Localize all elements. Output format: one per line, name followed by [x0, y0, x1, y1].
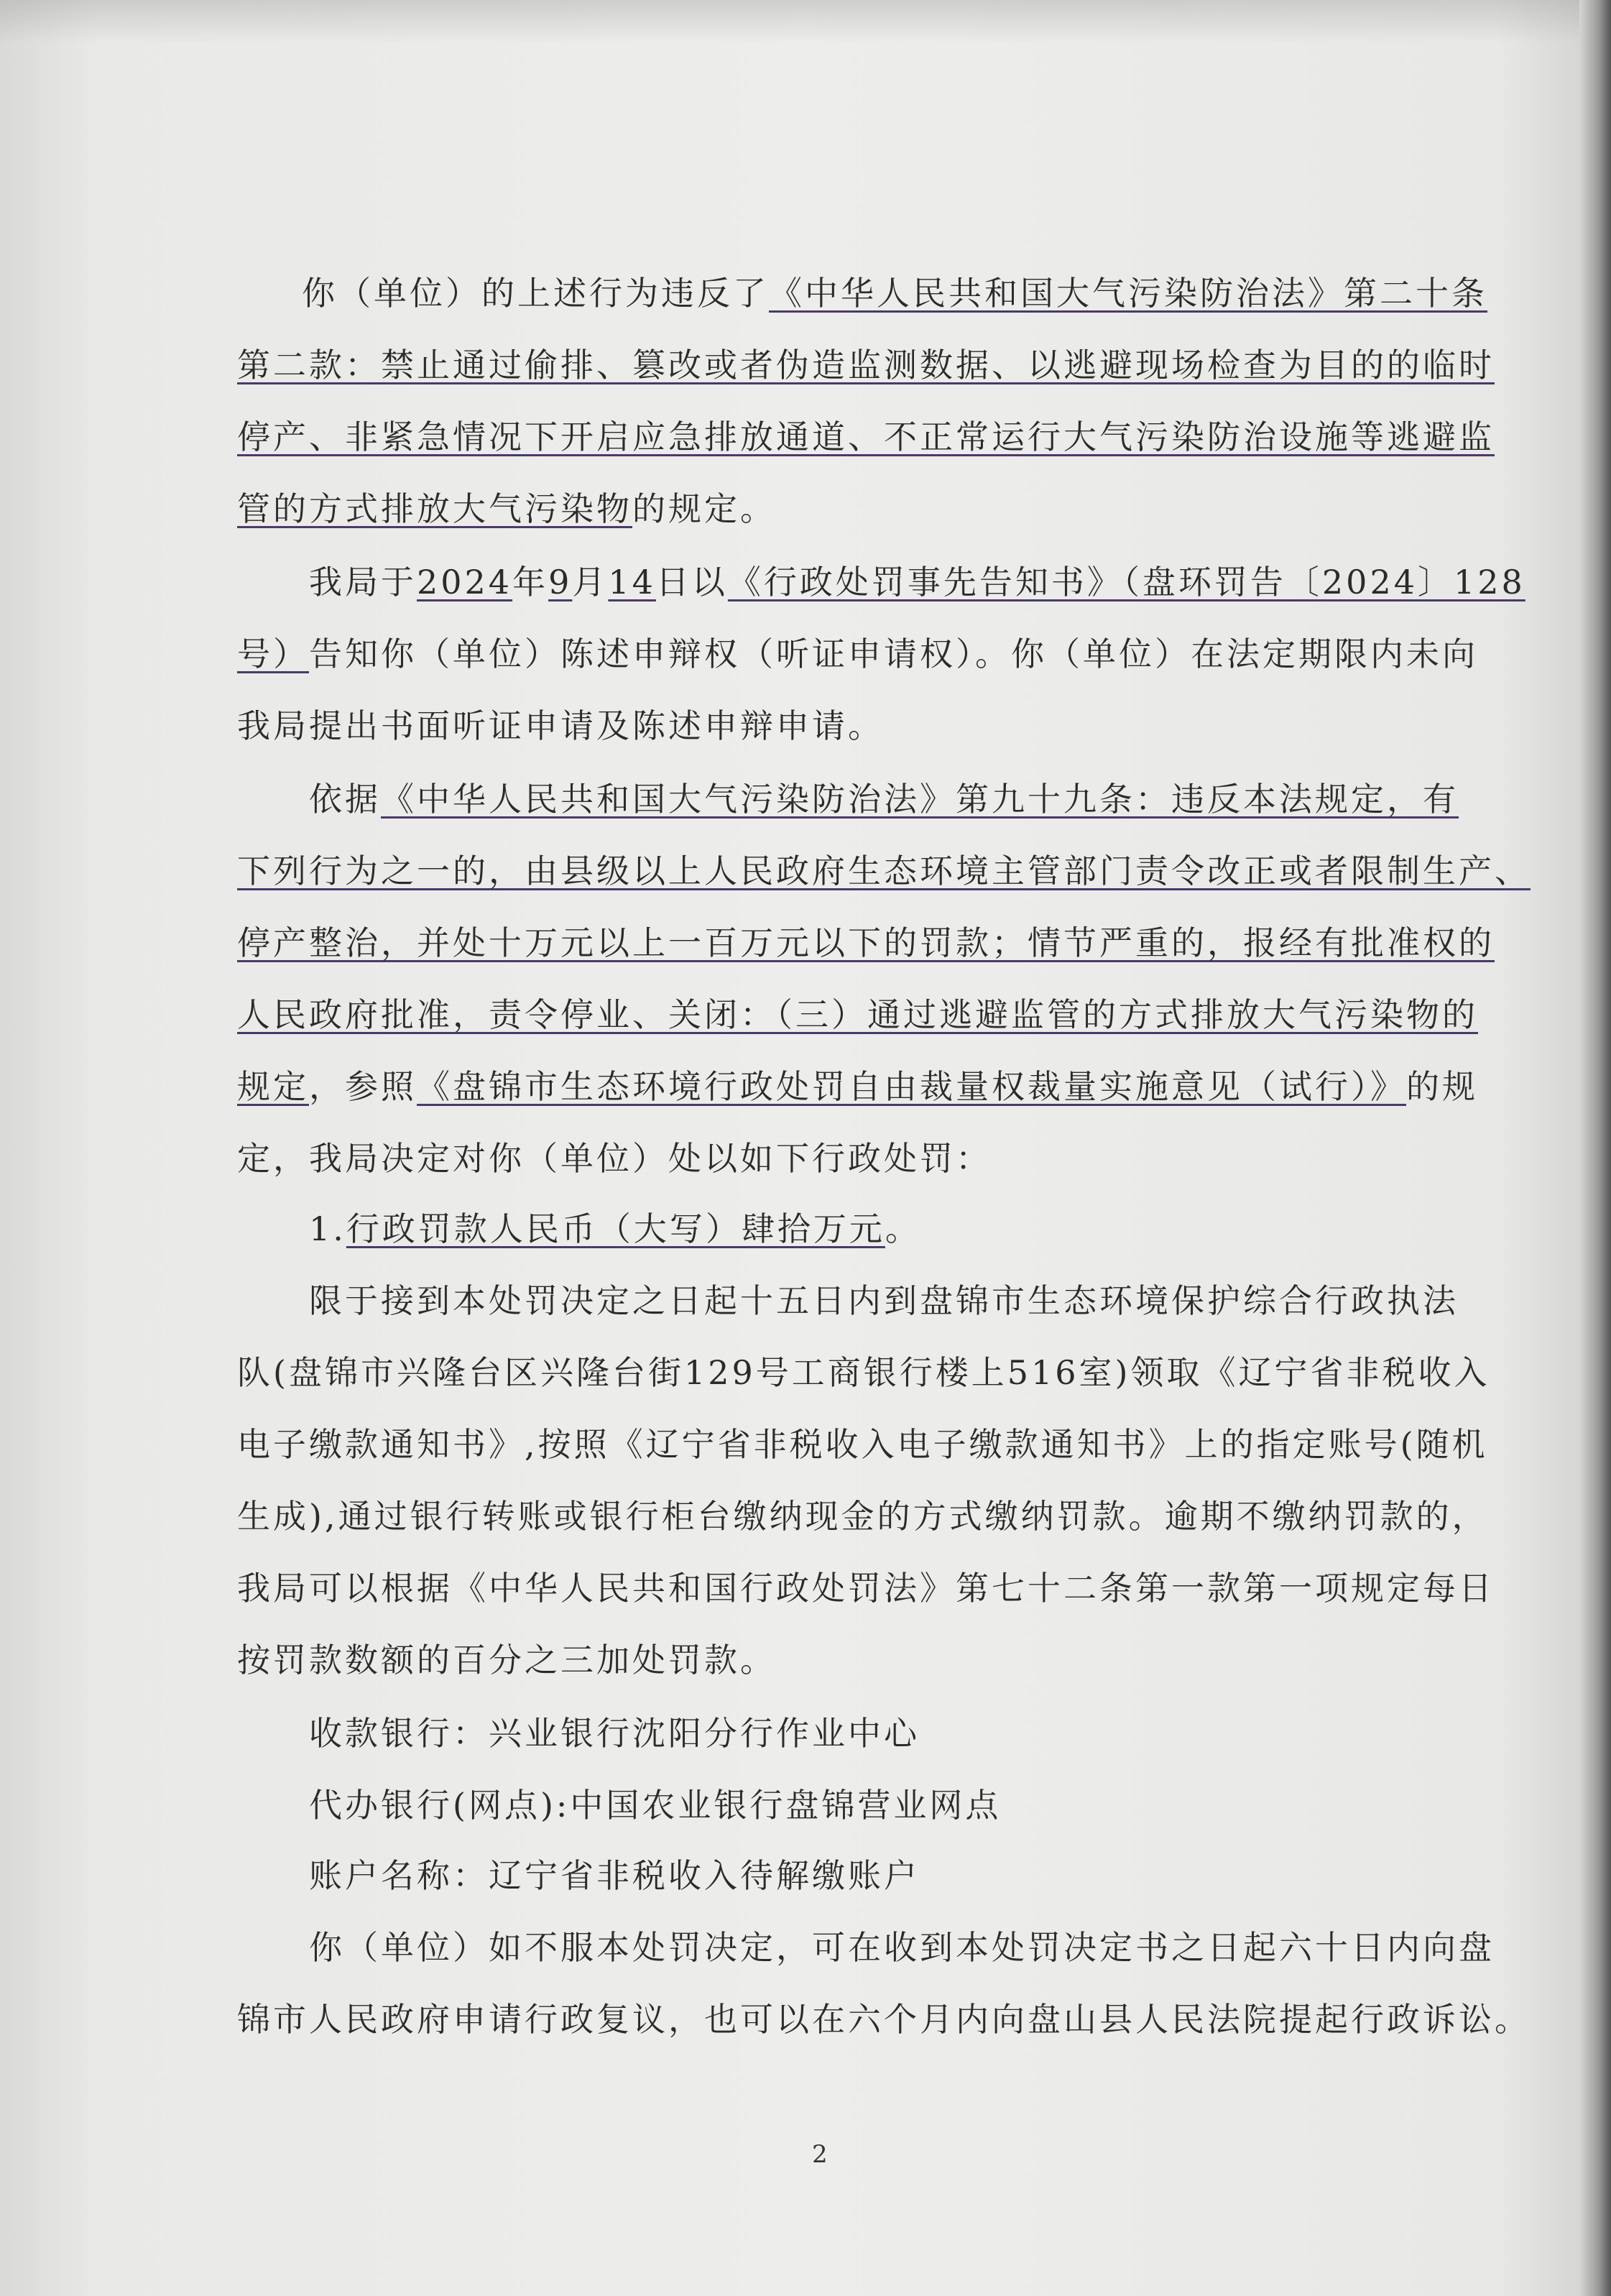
text-segment: 告知你（单位）陈述申辩权（听证申请权）。你（单位）在法定期限内未向	[309, 635, 1478, 673]
text-segment: 我局于	[309, 563, 417, 601]
underlined-text: 《中华人民共和国大气污染防治法》第二十条	[769, 274, 1487, 313]
text-segment: 的规定。	[632, 489, 776, 528]
text-segment: 锦市人民政府申请行政复议，也可以在六个月内向盘山县人民法院提起行政诉讼。	[237, 2000, 1531, 2039]
text-line	[309, 1712, 920, 1755]
underlined-text: 下列行为之一的，由县级以上人民政府生态环境主管部门责令改正或者限制生产、	[237, 852, 1531, 890]
text-line	[237, 1495, 1488, 1538]
text-line	[237, 632, 1478, 676]
text-line	[237, 704, 884, 747]
text-line	[237, 993, 1478, 1036]
underlined-text: 14	[608, 563, 656, 601]
text-line	[237, 415, 1495, 458]
text-line	[309, 1784, 1001, 1827]
text-segment: 按罚款数额的百分之三加处罚款。	[237, 1641, 776, 1679]
text-line	[237, 849, 1531, 893]
text-segment: 生成),通过银行转账或银行柜台缴纳现金的方式缴纳罚款。逾期不缴纳罚款的，	[237, 1497, 1488, 1536]
text-segment: 日以	[655, 563, 728, 601]
text-segment: 。	[885, 1209, 921, 1248]
text-line	[309, 778, 1459, 821]
underlined-text: 人民政府批准，责令停业、关闭：（三）通过逃避监管的方式排放大气污染物的	[237, 995, 1478, 1034]
underlined-text: 9	[548, 563, 573, 601]
text-line	[237, 1423, 1488, 1466]
text-line	[237, 1998, 1531, 2041]
text-line	[237, 344, 1495, 387]
text-segment: 我局可以根据《中华人民共和国行政处罚法》第七十二条第一款第一项规定每日	[237, 1569, 1495, 1608]
text-line	[309, 1279, 1459, 1322]
text-line	[237, 1638, 776, 1682]
text-line	[237, 1065, 1478, 1108]
text-line	[302, 272, 1487, 315]
text-line	[309, 1207, 921, 1250]
text-segment: 年	[512, 563, 549, 601]
text-line	[237, 1567, 1495, 1610]
text-line	[309, 1926, 1495, 1969]
text-line	[237, 487, 776, 530]
text-segment: 收款银行：兴业银行沈阳分行作业中心	[309, 1714, 920, 1753]
text-segment: ，参照	[309, 1067, 417, 1106]
underlined-text: 行政罚款人民币（大写）肆拾万元	[346, 1209, 885, 1248]
text-segment: 定，我局决定对你（单位）处以如下行政处罚：	[237, 1139, 992, 1178]
underlined-text: 《盘锦市生态环境行政处罚自由裁量权裁量实施意见（试行）》	[417, 1067, 1406, 1106]
underlined-text: 2024	[417, 563, 513, 601]
underlined-text: 号）	[237, 635, 309, 673]
text-segment: 代办银行(网点):中国农业银行盘锦营业网点	[309, 1786, 1002, 1825]
text-segment: 限于接到本处罚决定之日起十五日内到盘锦市生态环境保护综合行政执法	[309, 1281, 1459, 1320]
text-line	[309, 561, 1525, 604]
text-line	[237, 1351, 1490, 1394]
underlined-text: 规定	[237, 1067, 309, 1106]
page-number: 2	[812, 2140, 828, 2169]
underlined-text: 管的方式排放大气污染物	[237, 489, 632, 528]
text-segment: 电子缴款通知书》,按照《辽宁省非税收入电子缴款通知书》上的指定账号(随机	[237, 1425, 1488, 1464]
text-segment: 你（单位）如不服本处罚决定，可在收到本处罚决定书之日起六十日内向盘	[309, 1928, 1495, 1967]
text-segment: 的规	[1406, 1067, 1478, 1106]
text-segment: 账户名称：辽宁省非税收入待解缴账户	[309, 1856, 920, 1895]
text-segment: 依据	[309, 780, 381, 819]
text-segment: 我局提出书面听证申请及陈述申辩申请。	[237, 706, 884, 745]
page-shadow	[0, 0, 1611, 43]
underlined-text: 《行政处罚事先告知书》（盘环罚告〔2024〕128	[727, 563, 1525, 601]
underlined-text: 第二款：禁止通过偷排、篡改或者伪造监测数据、以逃避现场检查为目的的临时	[237, 346, 1495, 384]
page-edge	[1579, 0, 1611, 2296]
text-segment: 月	[572, 563, 609, 601]
text-line	[237, 921, 1495, 964]
underlined-text: 停产整治，并处十万元以上一百万元以下的罚款；情节严重的，报经有批准权的	[237, 923, 1495, 962]
text-segment: 你（单位）的上述行为违反了	[302, 274, 769, 313]
text-line	[237, 1137, 992, 1180]
underlined-text: 《中华人民共和国大气污染防治法》第九十九条：违反本法规定，有	[381, 780, 1459, 819]
text-segment: 1.	[309, 1209, 346, 1248]
underlined-text: 停产、非紧急情况下开启应急排放通道、不正常运行大气污染防治设施等逃避监	[237, 418, 1495, 456]
text-segment: 队(盘锦市兴隆台区兴隆台街129号工商银行楼上516室)领取《辽宁省非税收入	[237, 1353, 1490, 1392]
text-line	[309, 1854, 920, 1897]
